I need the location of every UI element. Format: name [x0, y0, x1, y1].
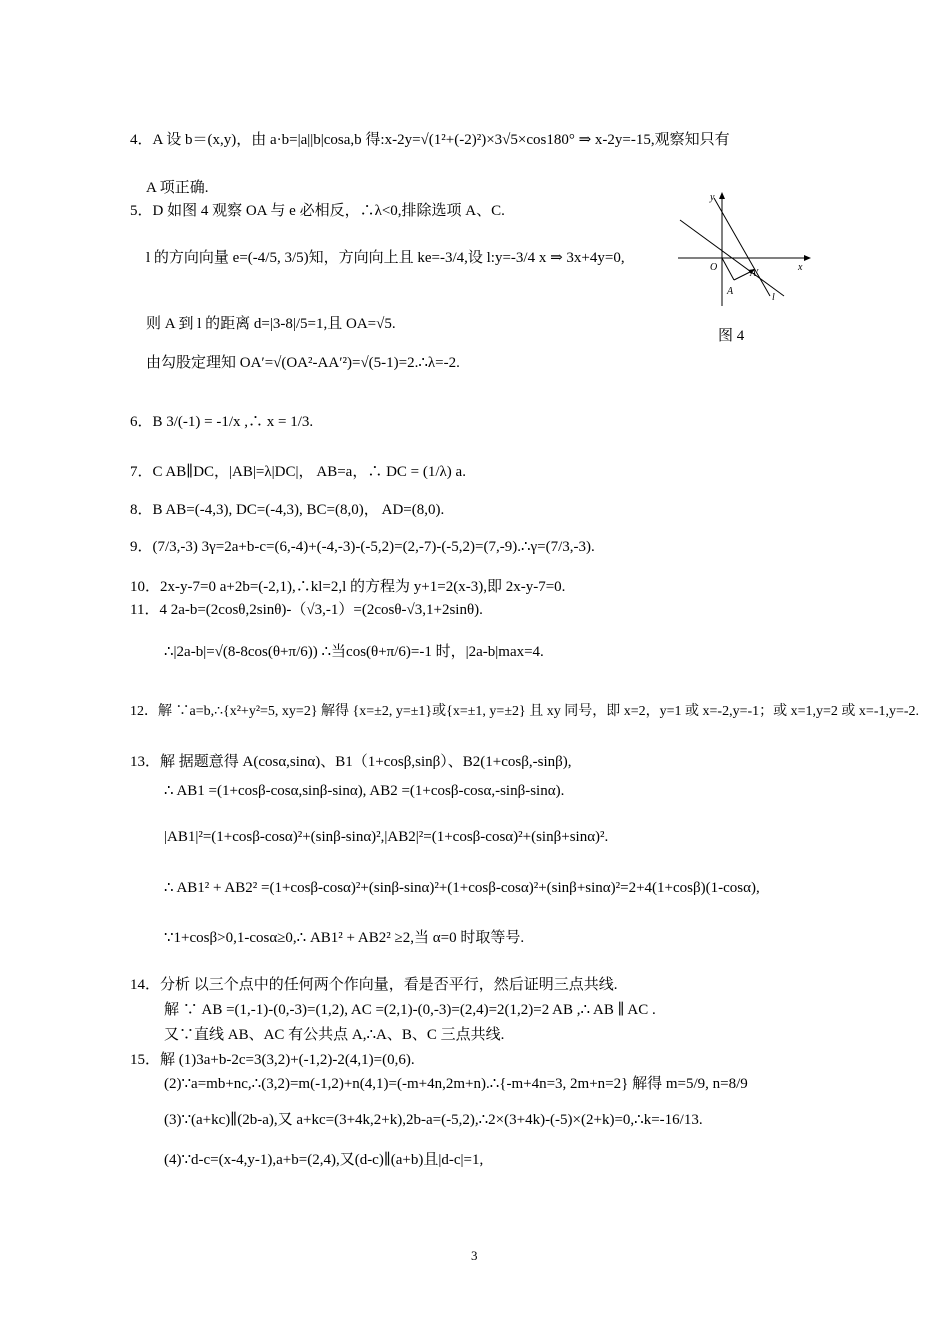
text-line: 又∵直线 AB、AC 有公共点 A,∴A、B、C 三点共线.: [164, 1027, 505, 1043]
text-line: 12．解 ∵a=b,∴{x²+y²=5, xy=2} 解得 {x=±2, y=±1}或{x=±1, y=±2} 且 xy 同号，即 x=2，y=1 或 x=-2,y=-1；或 x=1,y=2 或 x=-1,y=-2.: [130, 704, 920, 719]
text-line: |AB1|²=(1+cosβ-cosα)²+(sinβ-sinα)²,|AB2|²=(1+cosβ-cosα)²+(sinβ+sinα)².: [164, 829, 609, 845]
text-line: l 的方向向量 e=(-4/5, 3/5)知，方向向上且 ke=-3/4,设 l:y=-3/4 x ⇒ 3x+4y=0,: [146, 250, 625, 266]
text-line: 15．解 (1)3a+b-2c=3(3,2)+(-1,2)-2(4,1)=(0,6).: [130, 1052, 415, 1068]
page-number: 3: [471, 1248, 478, 1263]
text-line: 11．4 2a-b=(2cosθ,2sinθ)-（√3,-1）=(2cosθ-√3,1+2sinθ).: [130, 602, 483, 618]
text-line: 6．B 3/(-1) = -1/x ,∴ x = 1/3.: [130, 414, 314, 430]
figure-caption: 图 4: [718, 328, 745, 344]
fig-label-x: x: [798, 262, 803, 273]
text-line: ∴ AB1² + AB2² =(1+cosβ-cosα)²+(sinβ-sinα)²+(1+cosβ-cosα)²+(sinβ+sinα)²=2+4(1+cosβ)(1-cosα),: [164, 880, 760, 896]
text-line: (4)∵d-c=(x-4,y-1),a+b=(2,4),又(d-c)∥(a+b)且|d-c|=1,: [164, 1152, 484, 1168]
fig-label-l: l: [772, 292, 775, 303]
text-line: 解 ∵ AB =(1,-1)-(0,-3)=(1,2), AC =(2,1)-(0,-3)=(2,4)=2(1,2)=2 AB ,∴ AB ∥ AC .: [164, 1002, 656, 1018]
text-line: ∵1+cosβ>0,1-cosα≥0,∴ AB1² + AB2² ≥2,当 α=0 时取等号.: [164, 930, 525, 946]
figure-4: [672, 188, 817, 313]
fig-label-a: A: [727, 286, 734, 297]
text-line: 5．D 如图 4 观察 OA 与 e 必相反，∴λ<0,排除选项 A、C.: [130, 203, 505, 219]
text-line: 8．B AB=(-4,3), DC=(-4,3), BC=(8,0)， AD=(8,0).: [130, 502, 445, 518]
text-line: 9．(7/3,-3) 3γ=2a+b-c=(6,-4)+(-4,-3)-(-5,2)=(2,-7)-(-5,2)=(7,-9).∴γ=(7/3,-3).: [130, 539, 595, 555]
text-line: ∴|2a-b|=√(8-8cos(θ+π/6)) ∴当cos(θ+π/6)=-1 时，|2a-b|max=4.: [164, 644, 544, 660]
fig-label-aprime: A′: [750, 268, 759, 279]
text-line: ∴ AB1 =(1+cosβ-cosα,sinβ-sinα), AB2 =(1+cosβ-cosα,-sinβ-sinα).: [164, 783, 565, 799]
text-line: (2)∵a=mb+nc,∴(3,2)=m(-1,2)+n(4,1)=(-m+4n,2m+n).∴{-m+4n=3, 2m+n=2} 解得 m=5/9, n=8/9: [164, 1076, 748, 1092]
text-line: 7．C AB∥DC，|AB|=λ|DC|， AB=a，∴ DC = (1/λ) a.: [130, 464, 466, 480]
text-line: 14．分析 以三个点中的任何两个作向量，看是否平行，然后证明三点共线.: [130, 977, 618, 993]
fig-label-o: O: [710, 262, 718, 273]
text-line: 4．A 设 b＝(x,y)，由 a·b=|a||b|cosa,b 得:x-2y=√(1²+(-2)²)×3√5×cos180° ⇒ x-2y=-15,观察知只有: [130, 132, 730, 148]
fig-label-y: y: [710, 192, 715, 203]
text-line: 13．解 据题意得 A(cosα,sinα)、B1（1+cosβ,sinβ）、B2(1+cosβ,-sinβ),: [130, 754, 572, 770]
text-line: A 项正确.: [146, 180, 209, 196]
text-line: 则 A 到 l 的距离 d=|3-8|/5=1,且 OA=√5.: [146, 316, 396, 332]
text-line: 10．2x-y-7=0 a+2b=(-2,1),∴kl=2,l 的方程为 y+1=2(x-3),即 2x-y-7=0.: [130, 579, 566, 595]
text-line: (3)∵(a+kc)∥(2b-a),又 a+kc=(3+4k,2+k),2b-a=(-5,2),∴2×(3+4k)-(-5)×(2+k)=0,∴k=-16/13.: [164, 1112, 703, 1128]
text-line: 由勾股定理知 OA′=√(OA²-AA′²)=√(5-1)=2.∴λ=-2.: [146, 355, 460, 371]
